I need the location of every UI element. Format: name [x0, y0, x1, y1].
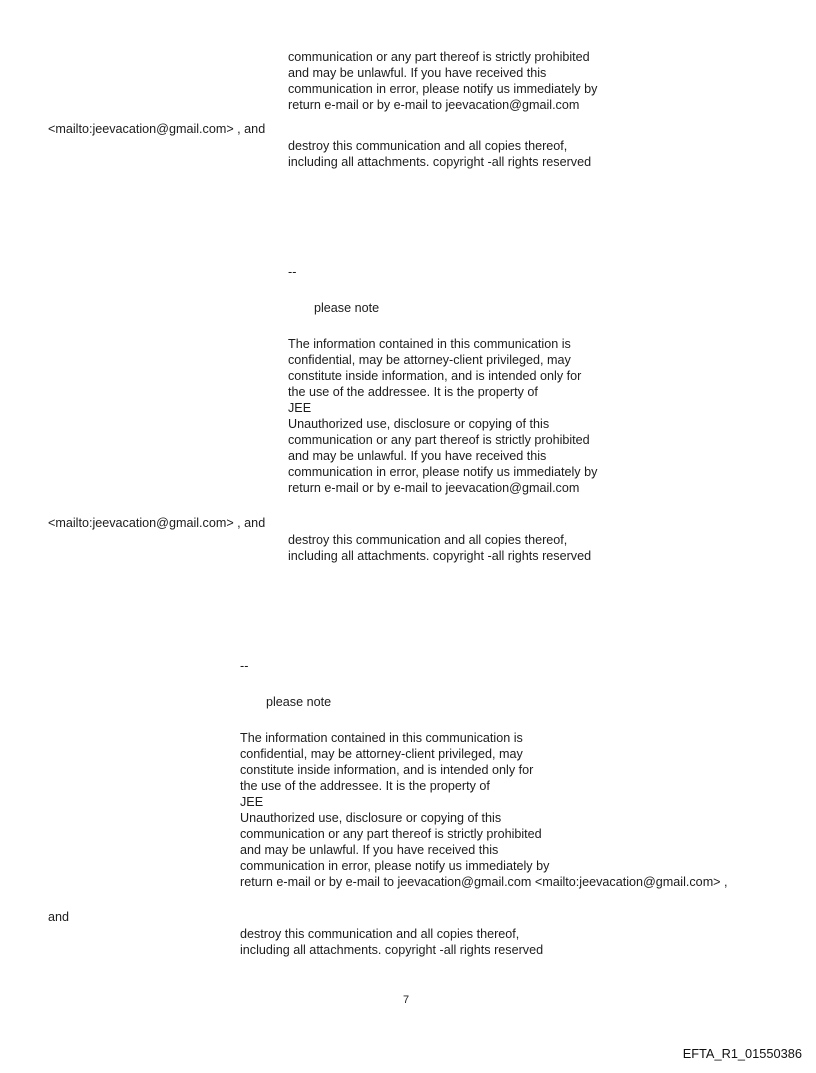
body-line: communication or any part thereof is strictly prohibited: [288, 433, 590, 447]
body-line: and may be unlawful. If you have received this: [288, 449, 547, 463]
body-line: confidential, may be attorney-client privileged, may: [288, 353, 571, 367]
document-id: EFTA_R1_01550386: [682, 1046, 802, 1061]
body-line: communication or any part thereof is strictly prohibited: [288, 50, 590, 64]
section1-top-lines: [288, 49, 597, 113]
body-line: Unauthorized use, disclosure or copying of this: [288, 417, 550, 431]
body-line: constitute inside information, and is intended only for: [288, 369, 582, 383]
body-line: confidential, may be attorney-client privileged, may: [240, 747, 523, 761]
please-note-heading: please note: [266, 695, 332, 709]
body-line: destroy this communication and all copies thereof,: [288, 139, 568, 153]
please-note-heading: please note: [314, 301, 380, 315]
body-line: JEE: [288, 401, 312, 415]
body-line: communication in error, please notify us immediately by: [288, 465, 598, 479]
separator: --: [240, 659, 249, 673]
body-line: The information contained in this communication is: [288, 337, 571, 351]
wrap-line: and: [48, 910, 70, 924]
section2-bottom-lines: [288, 532, 591, 564]
body-line: including all attachments. copyright -all rights reserved: [240, 943, 544, 957]
body-line: the use of the addressee. It is the property of: [240, 779, 490, 793]
body-line: communication or any part thereof is strictly prohibited: [240, 827, 542, 841]
body-line: destroy this communication and all copies thereof,: [288, 533, 568, 547]
body-line: return e-mail or by e-mail to jeevacation@gmail.com: [288, 98, 580, 112]
mailto-line: <mailto:jeevacation@gmail.com> , and: [48, 122, 266, 136]
body-line: communication in error, please notify us immediately by: [288, 82, 598, 96]
body-line: communication in error, please notify us immediately by: [240, 859, 550, 873]
body-line: Unauthorized use, disclosure or copying of this: [240, 811, 502, 825]
body-line: and may be unlawful. If you have received this: [288, 66, 547, 80]
body-line: return e-mail or by e-mail to jeevacation@gmail.com <mailto:jeevacation@gmail.com> ,: [240, 875, 728, 889]
body-line: The information contained in this communication is: [240, 731, 523, 745]
page-number: 7: [403, 994, 410, 1006]
body-line: the use of the addressee. It is the property of: [288, 385, 538, 399]
section3-body-lines: [240, 730, 728, 890]
body-line: constitute inside information, and is intended only for: [240, 763, 534, 777]
mailto-line: <mailto:jeevacation@gmail.com> , and: [48, 516, 266, 530]
body-line: destroy this communication and all copies thereof,: [240, 927, 520, 941]
section3-bottom-lines: [240, 926, 543, 958]
body-line: including all attachments. copyright -all rights reserved: [288, 549, 592, 563]
body-line: return e-mail or by e-mail to jeevacation@gmail.com: [288, 481, 580, 495]
section2-body-lines: [288, 336, 597, 496]
body-line: and may be unlawful. If you have received this: [240, 843, 499, 857]
section1-bottom-lines: [288, 138, 591, 170]
body-line: including all attachments. copyright -all rights reserved: [288, 155, 592, 169]
separator: --: [288, 265, 297, 279]
body-line: JEE: [240, 795, 264, 809]
